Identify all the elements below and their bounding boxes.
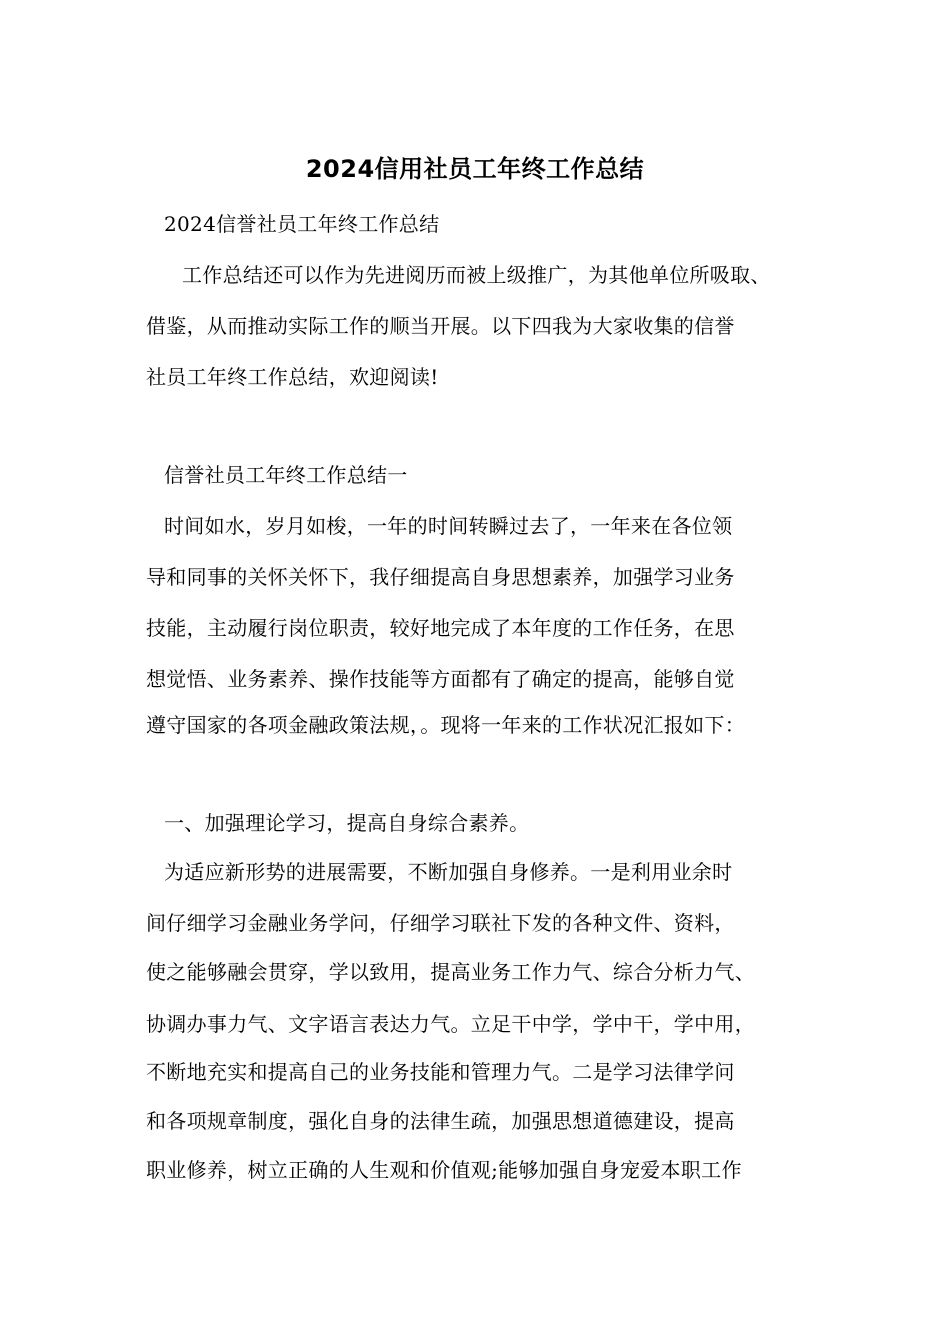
- intro-line: 社员工年终工作总结，欢迎阅读!: [146, 365, 439, 389]
- section-heading: 信誉社员工年终工作总结一: [164, 463, 408, 487]
- point-heading: 一、加强理论学习，提高自身综合素养。: [164, 811, 530, 835]
- paragraph-line: 不断地充实和提高自己的业务技能和管理力气。二是学习法律学问: [146, 1060, 735, 1084]
- paragraph-line: 使之能够融会贯穿，学以致用，提高业务工作力气、综合分析力气、: [146, 960, 755, 984]
- paragraph-line: 和各项规章制度，强化自身的法律生疏，加强思想道德建设，提高: [146, 1109, 735, 1133]
- intro-line: 借鉴，从而推动实际工作的顺当开展。以下四我为大家收集的信誉: [146, 314, 735, 338]
- document-title: 2024信用社员工年终工作总结: [305, 155, 645, 183]
- paragraph-line: 协调办事力气、文字语言表达力气。立足干中学，学中干，学中用，: [146, 1012, 755, 1036]
- paragraph-line: 想觉悟、业务素养、操作技能等方面都有了确定的提高，能够自觉: [146, 667, 735, 691]
- intro-line: 工作总结还可以作为先进阅历而被上级推广，为其他单位所吸取、: [182, 263, 771, 287]
- paragraph-line: 时间如水，岁月如梭，一年的时间转瞬过去了，一年来在各位领: [164, 514, 733, 538]
- paragraph-line: 职业修养，树立正确的人生观和价值观;能够加强自身宠爱本职工作: [146, 1158, 742, 1182]
- paragraph-line: 为适应新形势的进展需要，不断加强自身修养。一是利用业余时: [164, 860, 733, 884]
- paragraph-line: 间仔细学习金融业务学问，仔细学习联社下发的各种文件、资料，: [146, 911, 735, 935]
- paragraph-line: 导和同事的关怀关怀下，我仔细提高自身思想素养，加强学习业务: [146, 565, 735, 589]
- paragraph-line: 遵守国家的各项金融政策法规，。现将一年来的工作状况汇报如下：: [146, 713, 745, 737]
- paragraph-line: 技能，主动履行岗位职责，较好地完成了本年度的工作任务，在思: [146, 616, 735, 640]
- document-subtitle: 2024信誉社员工年终工作总结: [164, 212, 440, 236]
